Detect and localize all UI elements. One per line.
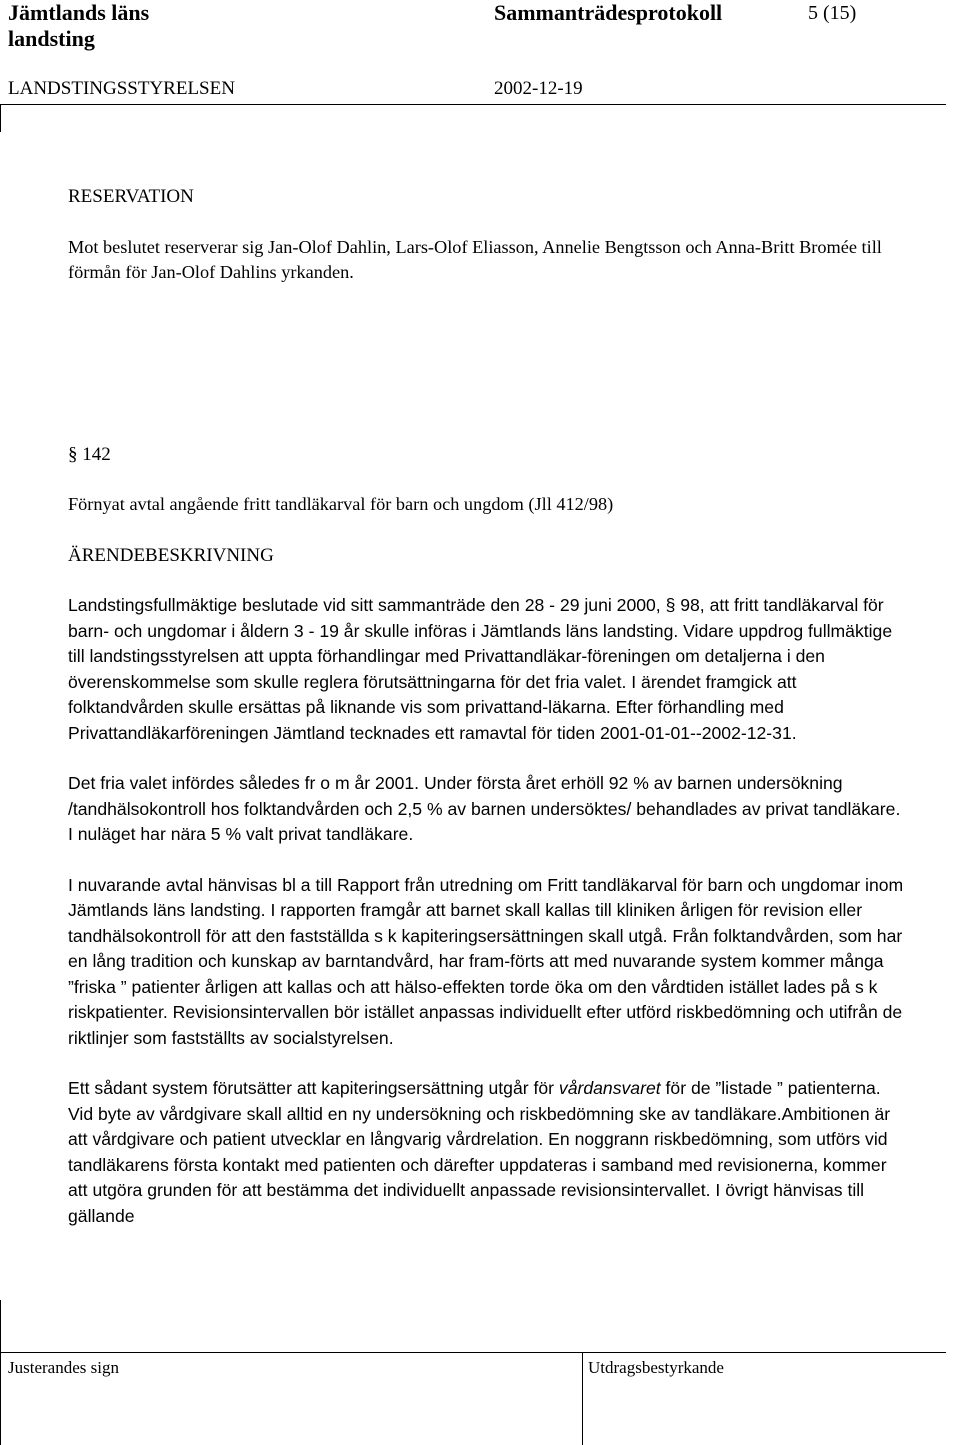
header-vertical-rule <box>0 104 1 132</box>
organization-name-line1: Jämtlands läns <box>8 0 150 25</box>
organization-name <box>8 0 149 52</box>
reservation-heading: RESERVATION <box>68 186 194 207</box>
meeting-date: 2002-12-19 <box>494 78 583 99</box>
paragraph-4-part-b: för de ”listade ” patienterna. Vid byte av vårdgivare skall alltid en ny undersökning och riskbedömning ske av tandläkare.Ambitionen är att vårdgivare och patient utvecklar en långvarig vårdrelation. En noggrann riskbedömning, som utförs vid tandläkarens första kontakt med patienten och därefter uppdateras i samband med revisionerna, kommer att utgöra grunden för att bestämma det individuellt anpassade revisionsintervallet. I övrigt hänvisas till gällande <box>68 1078 891 1226</box>
section-subheading: ÄRENDEBESKRIVNING <box>68 544 274 566</box>
paragraph-1 <box>68 593 908 746</box>
organization-name-line2: landsting <box>8 26 95 51</box>
document-title: Sammanträdesprotokoll <box>494 0 723 25</box>
section-number-value: 142 <box>82 443 111 465</box>
signature-label: Justerandes sign <box>8 1358 119 1377</box>
committee-name: LANDSTINGSSTYRELSEN <box>8 78 235 99</box>
document-header <box>0 0 960 60</box>
paragraph-1-part-a: Landstingsfullmäktige beslutade vid sitt sammanträde den 28 - 29 juni 2000, § 98, att fritt tandläkarval för barn- och ungdomar i åldern 3 - 19 år skulle införas i Jämtlands läns landsting. <box>68 595 884 641</box>
document-body <box>68 180 908 1229</box>
section-title: Förnyat avtal angående fritt tandläkarval för barn och ungdom (Jll 412/98) <box>68 494 614 514</box>
section-mark: § <box>68 443 78 465</box>
paragraph-3: I nuvarande avtal hänvisas bl a till Rapport från utredning om Fritt tandläkarval för barn och ungdomar inom Jämtlands läns landsting. I rapporten framgår att barnet skall kallas till kliniken årligen för revision eller tandhälsokontroll för att den fastställda s k kapiteringsersättningen skall utgå. Från folktandvården, som har en lång tradition och kunskap av barntandvård, har fram-förts att med nuvarande system kommer många ”friska ” patienter årligen att kallas och att hälso-effekten torde öka om den vårdtiden istället lades på s k riskpatienter. Revisionsintervallen bör istället anpassas individuellt efter utförd riskbedömning och utifrån de riktlinjer som fastställts av socialstyrelsen. <box>68 874 904 1048</box>
reservation-text: Mot beslutet reserverar sig Jan-Olof Dahlin, Lars-Olof Eliasson, Annelie Bengtsson och Anna-Britt Bromée till förmån för Jan-Olof Dahlins yrkanden. <box>68 236 882 282</box>
footer-vertical-rule-left <box>0 1300 1 1445</box>
certification-label: Utdragsbestyrkande <box>588 1358 724 1377</box>
paragraph-4-emphasis: vårdansvaret <box>558 1078 661 1098</box>
paragraph-2: Det fria valet infördes således fr o m år 2001. Under första året erhöll 92 % av barnen undersökning /tandhälsokontroll hos folktandvården och 2,5 % av barnen undersöktes/ behandlades av privat tandläkare. I nuläget har nära 5 % valt privat tandläkare. <box>68 773 901 844</box>
footer-rule <box>0 1352 946 1353</box>
paragraph-1-part-b: Vidare uppdrog fullmäktige till landstingsstyrelsen att uppta förhandlingar med Privattandläkar-föreningen om detaljerna i den överenskommelse som skulle reglera förutsättningarna för det fria valet. I ärendet framgick att folktandvården skulle ersättas på liknande vis som privattand-läkarna. Efter förhandling med Privattandläkarföreningen Jämtland tecknades ett ramavtal för tiden 2001-01-01--2002-12-31. <box>68 620 893 743</box>
section-number <box>68 442 908 468</box>
paragraph-4-part-a: Ett sådant system förutsätter att kapiteringsersättning utgår för <box>68 1078 555 1098</box>
footer-vertical-rule-middle <box>582 1352 583 1445</box>
paragraph-4 <box>68 1076 908 1229</box>
header-rule <box>0 104 946 105</box>
page-number: 5 (15) <box>808 2 857 24</box>
